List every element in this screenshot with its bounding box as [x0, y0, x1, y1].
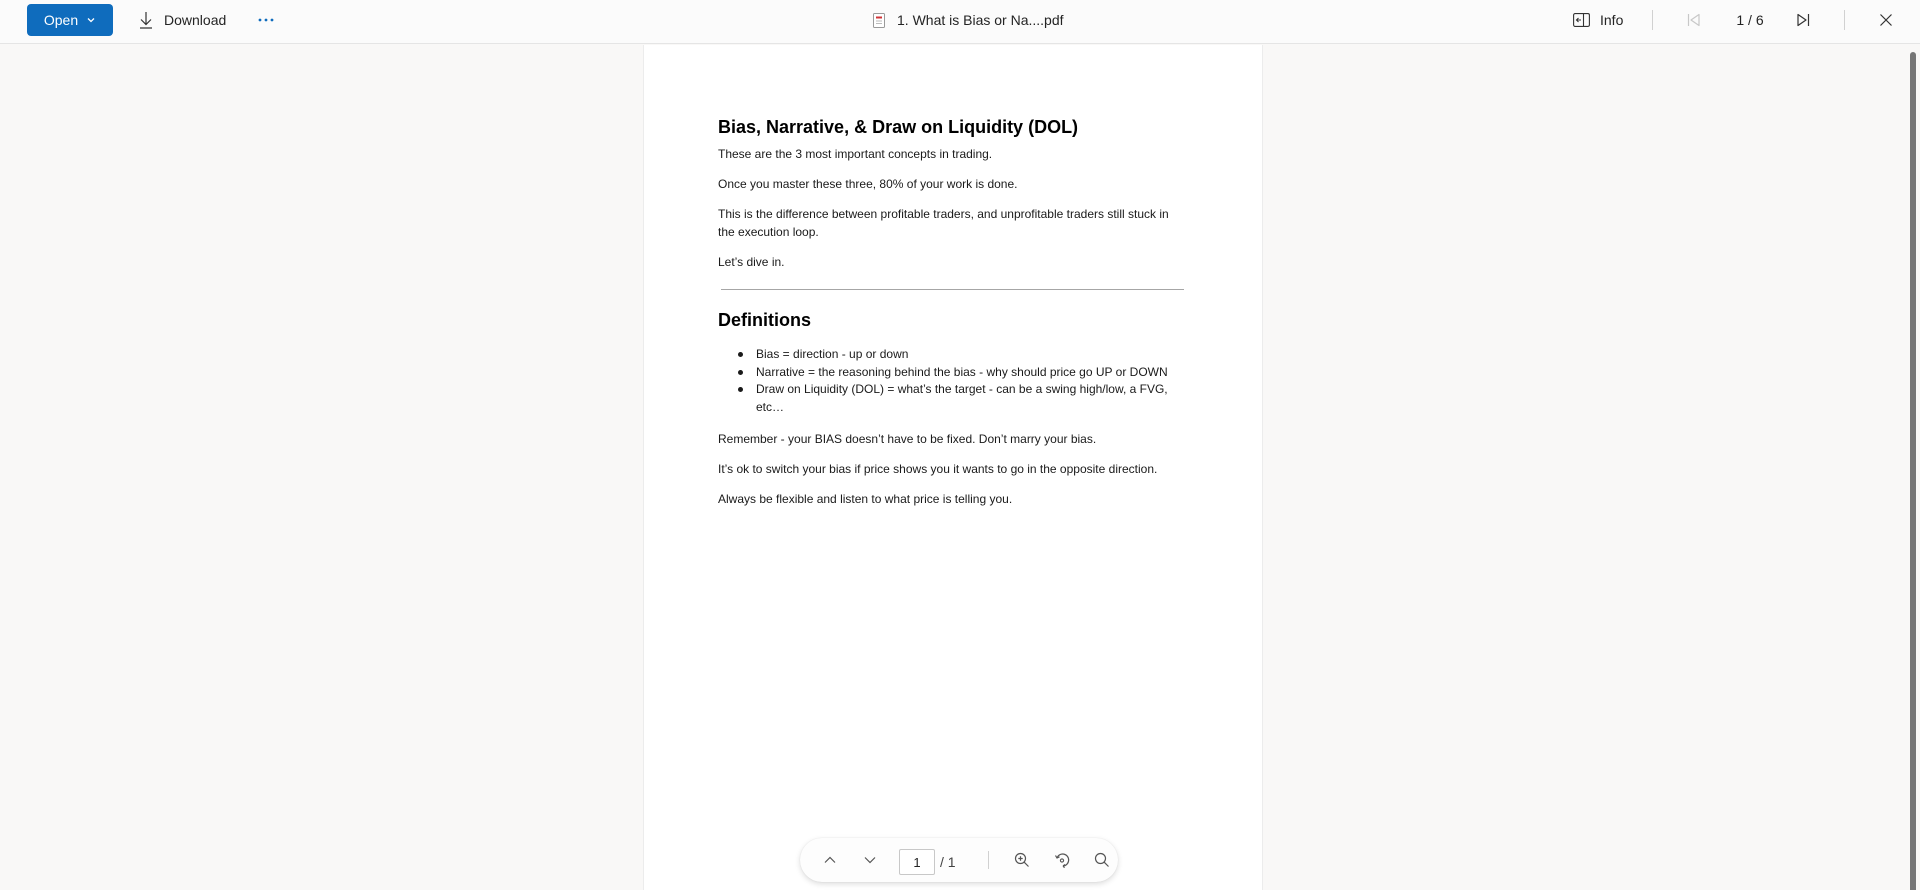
file-position-indicator: 1 / 6 [1736, 12, 1764, 28]
intro-paragraph: Once you master these three, 80% of your work is done. [718, 177, 1018, 191]
file-name: 1. What is Bias or Na....pdf [897, 12, 1064, 28]
search-button[interactable] [1088, 846, 1116, 874]
file-title [873, 4, 1064, 36]
page-navigation-toolbar [800, 838, 1118, 882]
skip-next-icon [1795, 12, 1811, 28]
chevron-down-icon [862, 852, 878, 868]
download-button[interactable] [138, 4, 226, 36]
section-heading: Definitions [718, 310, 811, 330]
skip-previous-icon [1686, 12, 1702, 28]
intro-paragraph: Let’s dive in. [718, 255, 785, 269]
search-icon [1094, 852, 1110, 868]
pdf-page [643, 45, 1263, 890]
info-button[interactable] [1573, 4, 1623, 36]
close-icon [1879, 13, 1893, 27]
total-pages: / 1 [940, 854, 956, 870]
previous-page-button[interactable] [816, 846, 844, 874]
top-toolbar [0, 0, 1920, 44]
intro-paragraph: This is the difference between profitable traders, and unprofitable traders still stuck in the execution loop. [718, 207, 1169, 239]
next-file-button[interactable] [1789, 4, 1817, 36]
rotate-icon [1054, 852, 1070, 868]
info-panel-icon [1573, 13, 1590, 27]
pdf-file-icon [873, 13, 885, 28]
document-title: Bias, Narrative, & Draw on Liquidity (DOL) [718, 117, 1079, 137]
closing-paragraph: It’s ok to switch your bias if price shows you it wants to go in the opposite direction. [718, 462, 1158, 476]
vertical-scrollbar[interactable] [1910, 52, 1916, 890]
download-button-label: Download [164, 12, 227, 28]
list-item: Draw on Liquidity (DOL) = what’s the target - can be a swing high/low, a FVG, etc… [737, 381, 1188, 416]
list-item: Bias = direction - up or down [737, 346, 1188, 364]
download-icon [138, 11, 154, 29]
closing-paragraph: Always be flexible and listen to what price is telling you. [718, 492, 1013, 506]
definitions-list [737, 346, 1188, 416]
zoom-in-button[interactable] [1008, 846, 1036, 874]
closing-paragraph: Remember - your BIAS doesn’t have to be fixed. Don’t marry your bias. [718, 432, 1097, 446]
next-page-button[interactable] [856, 846, 884, 874]
chevron-down-icon [86, 15, 96, 25]
document-content [718, 115, 1188, 520]
page-number-input[interactable] [899, 849, 935, 875]
zoom-in-icon [1014, 852, 1030, 868]
open-button[interactable] [27, 4, 113, 36]
open-button-label: Open [43, 12, 79, 28]
list-item: Narrative = the reasoning behind the bias - why should price go UP or DOWN [737, 364, 1188, 382]
previous-file-button[interactable] [1680, 4, 1708, 36]
ellipsis-icon [258, 18, 274, 22]
close-button[interactable] [1872, 4, 1900, 36]
divider [1652, 10, 1653, 30]
intro-paragraph: These are the 3 most important concepts in trading. [718, 147, 993, 161]
horizontal-rule [721, 289, 1184, 290]
chevron-up-icon [822, 852, 838, 868]
divider [1844, 10, 1845, 30]
rotate-button[interactable] [1048, 846, 1076, 874]
info-button-label: Info [1600, 12, 1624, 28]
more-options-button[interactable] [252, 4, 280, 36]
divider [988, 851, 989, 869]
